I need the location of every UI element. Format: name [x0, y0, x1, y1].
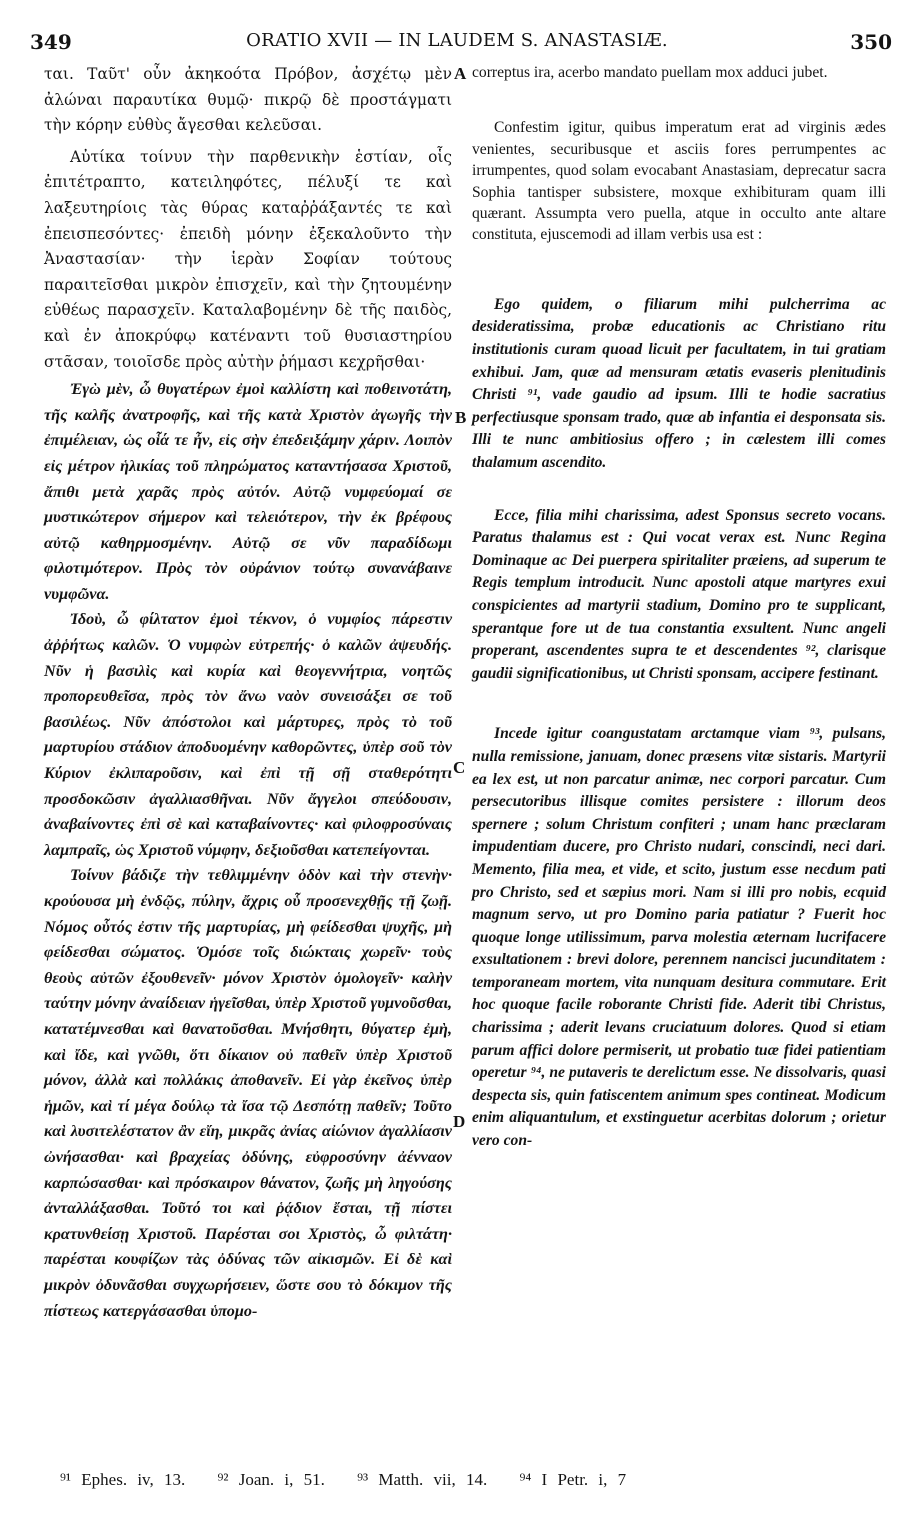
margin-marker-a: A [454, 64, 467, 83]
greek-paragraph: Αὐτίκα τοίνυν τὴν παρθενικὴν ἑστίαν, οἷς ἐπιτέτραπτο, κατειληφότες, πέλυξί τε καὶ λαξευτηρίοις τὰς θύρας καταῤῥάξαντές τε καὶ ἐπεισπεσόντες· ἐπειδὴ μόνην ἐξεκαλοῦντο τὴν Ἀναστασίαν· τὴν ἱερὰν Σοφίαν τούτους παραιτεῖσθαι μικρὸν ἐπισχεῖν, καὶ τὴν ζητουμένην εὐθέως παρασχεῖν. Καταλαβομένην δὲ τῆς παιδὸς, καὶ ἐν ἀποκρύφῳ κατέναντι τοῦ θυσιαστηρίου στᾶσαν, τοιοῖσδε πρὸς αὐτὴν ῥήμασι κεχρῆσθαι· [44, 147, 452, 371]
margin-marker-d: D [453, 1112, 466, 1131]
greek-paragraph: Ἰδοὺ, ὦ φίλτατον ἐμοὶ τέκνον, ὁ νυμφίος πάρεστιν ἀῤῥήτως καλῶν. Ὁ νυμφὼν εὐτρεπής· ὁ καλῶν ἀψευδής. Νῦν ἡ βασιλὶς καὶ κυρία καὶ θεογεννήτρια, νοητῶς προπορευθεῖσα, πρὸς τὸν ἄνω ναὸν συνεισάξει σε τοῦ βασιλέως. Νῦν ἀπόστολοι καὶ μάρτυρες, πρὸς τὸ τοῦ μαρτυρίου στάδιον ἀποδυομένην καθορῶντες, ὑπὲρ σοῦ τὸν Κύριον ἐκλιπαροῦσιν, καὶ ἐπὶ τῇ σῇ σταθερότητι προσδοκῶσιν ἀγαλλιασθῆναι. Νῦν ἄγγελοι σπεύδουσιν, ἀναβαίνοντες ἐπὶ σὲ καὶ καταβαίνοντες· καὶ φιλοφροσύναις λαμπραῖς, ὡς Χριστοῦ νύμφην, δεξιοῦσθαι κατεπείγονται. [44, 610, 452, 859]
latin-paragraph: Confestim igitur, quibus imperatum erat ad virginis ædes venientes, securibusque et asciis fores perrumpentes ac irrumpentes, quod solam evocabant Anastasiam, deprecatur sacra Sophia tantisper subsistere, moxque exhibituram quam illi quærant. Assumpta vero puella, atque in occulto ante altare constituta, ejuscemodi ad illam verbis usa est : [472, 119, 886, 244]
page-number-left: 349 [30, 30, 72, 54]
footnote: ⁹³ Matth. vii, 14. [357, 1470, 488, 1489]
footnotes [60, 1470, 648, 1490]
latin-paragraph: Ecce, filia mihi charissima, adest Sponsus secreto vocans. Paratus thalamus est : Qui vocat verax est. Nunc Regina Dominaque ac Dei puerpera spiritaliter præiens, ad superum te Regis templum introducit. Nunc apostoli atque martyres exui conspicientes ad martyrii stadium, Domino pro te supplicant, sperantque fore ut de tua constantia exsultent. Nunc angeli properant, ascendentes supra te et descendentes ⁹², clarisque gaudii significationibus, ut Christi sponsam, accipere festinant. [472, 506, 886, 682]
page-number-right: 350 [850, 30, 892, 54]
latin-paragraph: Ego quidem, o filiarum mihi pulcherrima ac desideratissima, probæ educationis ac Christiano ritu institutionis curam quoad licuit per facultatem, in tui gratiam exhibui. Jam, quæ ad mensuram ætatis evaseris plenitudinis Christi ⁹¹, vade gaudio ad ipsum. Illi te hodie sacratius perfectiusque sponsam trado, quæ ab infantia ei desponsata sis. Illi te nunc ambitiosius offero ; in cælestem illi comes thalamum ascendito. [472, 295, 886, 471]
running-title: ORATIO XVII — IN LAUDEM S. ANASTASIÆ. [246, 30, 668, 51]
greek-paragraph: Τοίνυν βάδιζε τὴν τεθλιμμένην ὁδὸν καὶ τὴν στενὴν· κρούουσα μὴ ἐνδῷς, πύλην, ἄχρις οὗ προσενεχθῇς τῇ ζωῇ. Νόμος οὗτός ἐστιν τῆς μαρτυρίας, μὴ φείδεσθαι ψυχῆς, μὴ φείδεσθαι σώματος. Ὁμόσε τοῖς διώκταις χωρεῖν· τοὺς θεοὺς αὐτῶν ἐξουθενεῖν· μόνον Χριστὸν ὁμολογεῖν· καλὴν ταύτην μόνην ἀναίδειαν ἡγεῖσθαι, ὑπὲρ Χριστοῦ γυμνοῦσθαι, κατατέμνεσθαι καὶ θανατοῦσθαι. Μνήσθητι, θύγατερ ἐμὴ, καὶ ἴδε, καὶ γνῶθι, ὅτι δίκαιον οὐ παθεῖν ὑπὲρ Χριστοῦ μόνον, ἀλλὰ καὶ πολλάκις ἀποθανεῖν. Εἰ γὰρ ἐκεῖνος ὑπὲρ ἡμῶν, καὶ τί μέγα δούλῳ τὰ ἴσα τῷ Δεσπότῃ παθεῖν; Τοῦτο καὶ λυσιτελέστατον ἂν εἴη, μικρᾶς ἀνίας αἰώνιον ἀγαλλίασιν ὠνήσασθαι· καὶ βραχείας ὀδύνης, εὐφροσύνην ἀένναον καρπώσασθαι· καὶ πρόσκαιρον θάνατον, ζωῆς μὴ ληγούσης ἀνταλλάξασθαι. Τοῦτό τοι καὶ ῥᾴδιον ἔσται, τῇ πίστει κρατυνθείσῃ Χριστοῦ. Παρέσται σοι Χριστὸς, ὦ φιλτάτη· παρέσται κουφίζων τὰς ὀδύνας τῶν αἰκισμῶν. Εἰ δὲ καὶ μικρὸν ὀδυνᾶσθαι συγχωρήσειεν, ὥστε σου τὸ δόκιμον τῆς πίστεως κατεργάσασθαι ὑπομο- [44, 866, 452, 1320]
greek-paragraph: Ἐγὼ μὲν, ὦ θυγατέρων ἐμοὶ καλλίστη καὶ ποθεινοτάτη, τῆς καλῆς ἀνατροφῆς, καὶ τῆς κατὰ Χριστὸν ἀγωγῆς τὴν ἐπιμέλειαν, ὡς οἷά τε ἦν, εἰς σὴν ἐπεδειξάμην χάριν. Λοιπὸν εἰς μέτρον ἡλικίας τοῦ πληρώματος καταντήσασα Χριστοῦ, ἄπιθι μετὰ χαρᾶς πρὸς αὐτόν. Αὐτῷ νυμφεύομαί σε μυστικώτερον σήμερον καὶ τελειότερον, τὴν ἐκ βρέφους αὐτῷ καθηρμοσμένην. Αὐτῷ σε νῦν παραδίδωμι φιλοτιμότερον. Πρὸς τὸν οὐράνιον τούτῳ συνανάβαινε νυμφῶνα. [44, 380, 452, 603]
footnote: ⁹² Joan. i, 51. [217, 1470, 325, 1489]
footnote: ⁹⁴ I Petr. i, 7 [519, 1470, 627, 1489]
margin-marker-c: C [453, 758, 466, 777]
footnote: ⁹¹ Ephes. iv, 13. [60, 1470, 186, 1489]
running-header [22, 30, 892, 56]
greek-column [44, 62, 452, 1324]
latin-column [472, 62, 886, 1153]
margin-marker-b: B [455, 408, 467, 427]
latin-paragraph: correptus ira, acerbo mandato puellam mox adduci jubet. [472, 64, 828, 81]
latin-paragraph: Incede igitur coangustatam arctamque viam ⁹³, pulsans, nulla remissione, januam, donec præsens vitæ sistaris. Martyrii ea lex est, ut non parcatur animæ, nec corpori parcatur. Cum persecutoribus illisque comites persistere : illorum deos spernere ; solum Christum confiteri ; unam hanc præclaram impudentiam ducere, pro Christo nudari, conscindi, neci dari. Memento, filia mea, et vide, et scito, justum esse necdum pati pro Christo, sed et sæpius mori. Nam si illi pro nobis, ecquid magnum servo, ut pro Domino paria patiatur ? Fuerit hoc quoque longe utilissimum, parva molestia æternam lucrifacere exsultationem : brevi dolore, perennem nancisci jucunditatem : temporaneam mortem, vita nunquam desitura commutare. Erit hoc quoque facile roborante Christi fide. Aderit tibi Christus, charissima ; aderit levans cruciatuum dolores. Quod si etiam parum affici dolore permiserit, ut probatio tuæ fidei patientiam operetur ⁹⁴, ne putaveris te derelictum esse. Ne dissolvaris, quasi despecta sis, quin fatiscentem animum spes contineat. Modicum enim aliquantulum, et exstinguetur acerbitas dolorum ; orietur vero con- [472, 725, 886, 1150]
greek-paragraph: ται. Ταῦτ' οὖν ἀκηκοότα Πρόβον, ἀσχέτῳ μὲν ἀλώναι παραυτίκα θυμῷ· πικρῷ δὲ προστάγματι τὴν κόρην εὐθὺς ἄγεσθαι κελεῦσαι. [44, 65, 452, 135]
